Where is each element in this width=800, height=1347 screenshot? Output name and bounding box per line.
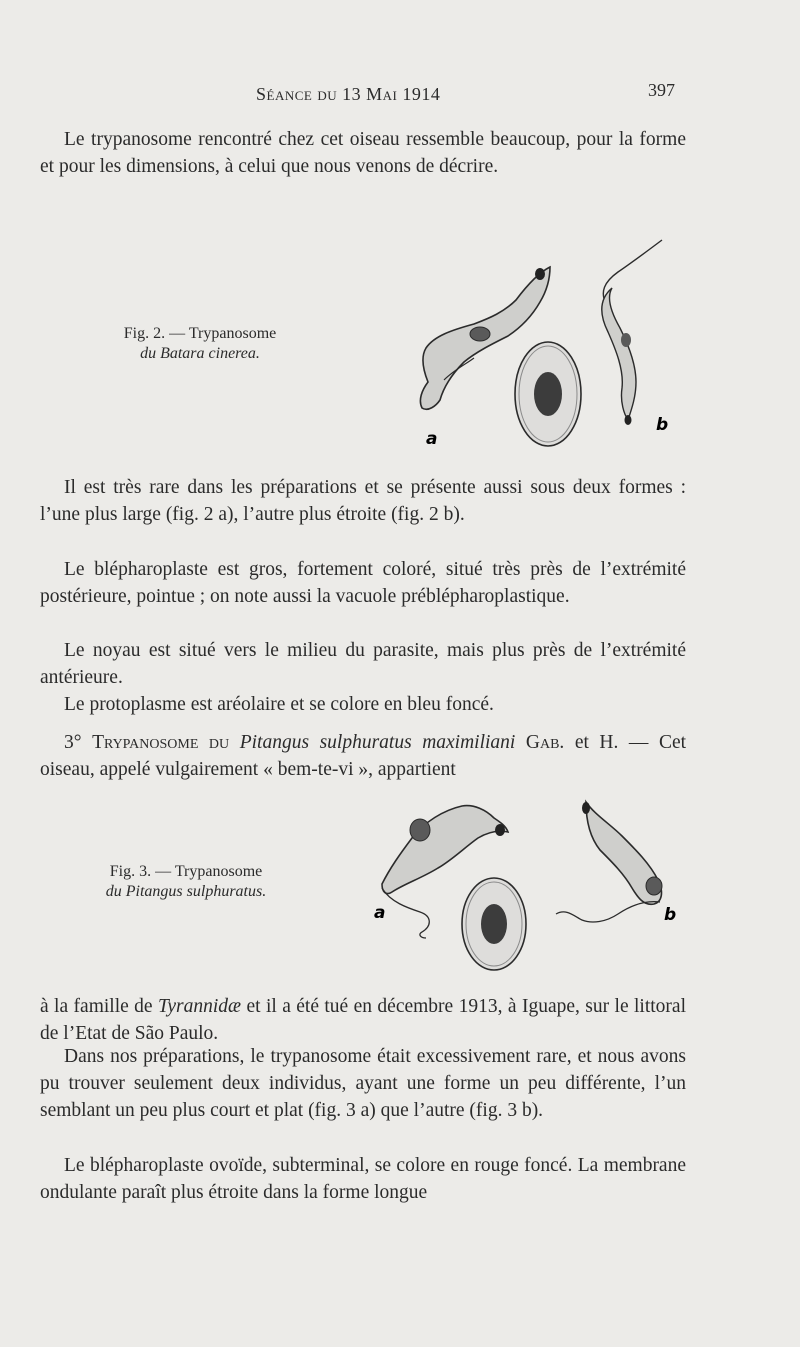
paragraph-4 bbox=[40, 637, 686, 691]
figure-2-caption-line2: du Batara cinerea. bbox=[140, 345, 260, 362]
species-author: Gab. bbox=[525, 732, 565, 753]
figure-2-label-a: a bbox=[426, 429, 438, 449]
paragraph-1 bbox=[40, 126, 686, 180]
figure-3-illustration bbox=[360, 792, 680, 982]
figure-2-caption bbox=[100, 324, 300, 364]
paragraph-4-text: Le noyau est situé vers le milieu du parasite, mais plus près de l’extrémité antérieure. bbox=[40, 640, 686, 688]
paragraph-5 bbox=[40, 691, 686, 718]
paragraph-9-text: Le blépharoplaste ovoïde, subterminal, se colore en rouge foncé. La membrane ondulante paraît plus étroite dans la forme longue bbox=[40, 1155, 686, 1203]
paragraph-8-text: Dans nos préparations, le trypanosome était excessivement rare, et nous avons pu trouver seulement deux individus, ayant une forme un peu différente, l’un semblant un peu plus court et plat (fig. 3 a) que l’autre (fig. 3 b). bbox=[40, 1046, 686, 1121]
section-number: 3° bbox=[64, 732, 82, 753]
paragraph-7-start: à la famille de bbox=[40, 996, 153, 1017]
paragraph-8 bbox=[40, 1043, 686, 1124]
paragraph-6 bbox=[40, 729, 686, 783]
figure-2-caption-line1: Fig. 2. — Trypanosome bbox=[123, 325, 277, 342]
paragraph-5-text: Le protoplasme est aréolaire et se colore en bleu foncé. bbox=[64, 694, 494, 715]
figure-3-label-b: b bbox=[664, 905, 677, 925]
figure-3-caption-line1: Fig. 3. — Trypanosome bbox=[109, 863, 263, 880]
section-heading: Trypanosome du bbox=[92, 732, 230, 753]
page-header bbox=[0, 78, 800, 108]
species-name: Pitangus sulphuratus maximiliani bbox=[239, 732, 516, 753]
figure-2-illustration bbox=[400, 232, 690, 457]
paragraph-1-text: Le trypanosome rencontré chez cet oiseau ressemble beaucoup, pour la forme et pour les dimensions, à celui que nous venons de décrire. bbox=[40, 129, 686, 177]
figure-3-trypanosome-b bbox=[556, 802, 662, 922]
figure-2-label-b: b bbox=[656, 415, 669, 435]
figure-3-label-a: a bbox=[374, 903, 386, 923]
paragraph-7 bbox=[40, 993, 686, 1047]
figure-3-erythrocyte bbox=[462, 878, 526, 970]
figure-2-trypanosome-b bbox=[602, 240, 662, 425]
running-head: Séance du 13 Mai 1914 bbox=[256, 84, 441, 104]
paragraph-3-text: Le blépharoplaste est gros, fortement coloré, situé très près de l’extrémité postérieure, pointue ; on note aussi la vacuole préblépharoplastique. bbox=[40, 559, 686, 607]
paragraph-9 bbox=[40, 1152, 686, 1206]
figure-3-caption-line2: du Pitangus sulphuratus. bbox=[105, 883, 267, 900]
family-name: Tyrannidæ bbox=[157, 996, 242, 1017]
paragraph-2 bbox=[40, 474, 686, 528]
figure-2-erythrocyte bbox=[515, 342, 581, 446]
figure-3-caption bbox=[70, 862, 302, 902]
paragraph-6-text: et H. — Cet oiseau, appelé vulgairement « bem-te-vi », appartient bbox=[40, 732, 687, 780]
paragraph-2-text: Il est très rare dans les préparations et se présente aussi sous deux formes : l’une plus large (fig. 2 a), l’autre plus étroite (fig. 2 b). bbox=[40, 477, 686, 525]
paragraph-7-rest: et il a été tué en décembre 1913, à Iguape, sur le littoral de l’Etat de São Paulo. bbox=[40, 996, 686, 1044]
page-number: 397 bbox=[648, 80, 675, 100]
paragraph-3 bbox=[40, 556, 686, 610]
